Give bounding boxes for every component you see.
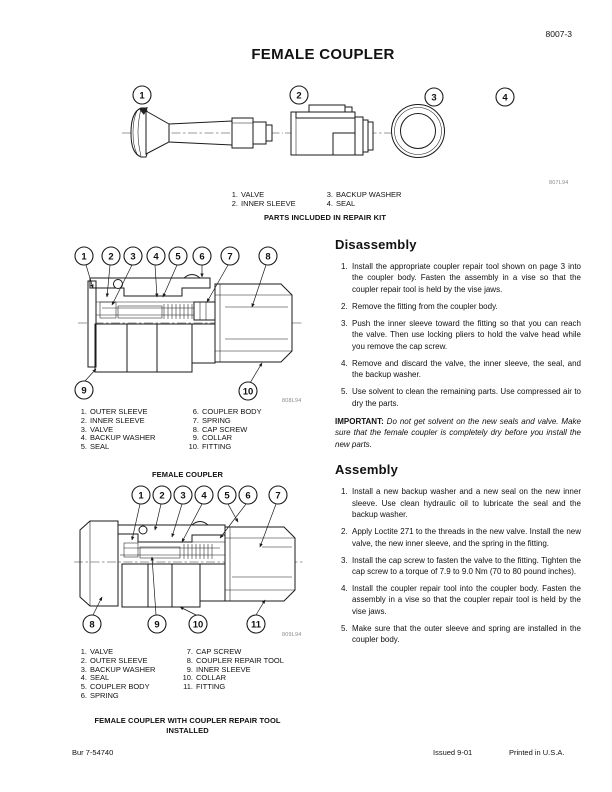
callout-11 <box>247 615 265 633</box>
fig1-caption-title: PARTS INCLUDED IN REPAIR KIT <box>263 213 387 222</box>
instructions-column <box>335 237 581 651</box>
coupler-tool-cutaway-drawing <box>74 521 304 607</box>
fig3-caption-col1: 1. VALVE 2. OUTER SLEEVE 3. BACKUP WASHER 4. SEAL 5. COUPLER BODY 6. SPRING <box>80 647 156 700</box>
page-number: 8007-3 <box>545 29 572 39</box>
disassembly-step-2: 2. Remove the fitting from the coupler body. <box>341 301 498 311</box>
callout-8 <box>259 247 277 265</box>
svg-text:3: 3 <box>130 251 136 263</box>
callout-5 <box>218 486 236 504</box>
important-note <box>335 416 581 450</box>
svg-text:1: 1 <box>139 90 145 102</box>
coupler-cutaway-drawing <box>78 275 302 373</box>
callout-4 <box>496 88 514 106</box>
svg-text:2: 2 <box>108 251 114 263</box>
disassembly-step-1: 1. Install the appropriate coupler repair tool shown on page 3 into the coupler body. Fasten the assembly in a vise so that the coupler repair tool is held by the vise jaws. <box>341 262 581 294</box>
svg-text:7: 7 <box>275 490 281 502</box>
svg-text:2: 2 <box>159 490 165 502</box>
important-label: IMPORTANT: <box>335 416 384 426</box>
callout-1 <box>133 86 151 104</box>
svg-text:5: 5 <box>224 490 230 502</box>
callout-4 <box>195 486 213 504</box>
fig2-caption-title: FEMALE COUPLER <box>152 470 223 479</box>
fig3-caption-col2: 7. CAP SCREW 8. COUPLER REPAIR TOOL 9. INNER SLEEVE 10. COLLAR 11. FITTING <box>182 647 284 692</box>
valve-drawing <box>122 107 283 157</box>
svg-text:8: 8 <box>265 251 271 263</box>
callout-8 <box>83 615 101 633</box>
callout-9 <box>75 381 93 399</box>
disassembly-step-3: 3. Push the inner sleeve toward the fitting so that you can reach the valve. Then use locking pliers to hold the valve head while you remove the cap screw. <box>341 318 581 351</box>
backup-washer-drawing <box>392 105 445 158</box>
figure-1-code: 807L94 <box>549 180 569 186</box>
fig1-caption-col2: 3. BACKUP WASHER 4. SEAL <box>326 190 402 208</box>
footer-printed-in: Printed in U.S.A. <box>509 748 565 757</box>
footer-document-number: Bur 7-54740 <box>72 748 114 757</box>
fig3-caption-title-line1: FEMALE COUPLER WITH COUPLER REPAIR TOOL <box>94 716 281 725</box>
svg-text:4: 4 <box>153 251 159 263</box>
disassembly-heading: Disassembly <box>335 237 417 252</box>
svg-text:2: 2 <box>296 90 302 102</box>
callout-10 <box>239 382 257 400</box>
disassembly-step-4: 4. Remove and discard the valve, the inner sleeve, the seal, and the backup washer. <box>341 358 581 380</box>
fig2-caption-col2: 6. COUPLER BODY 7. SPRING 8. CAP SCREW 9. COLLAR 10. FITTING <box>188 407 262 452</box>
important-text: Do not get solvent on the new seals and valve. Make sure that the female coupler is completely dry before you install the new parts. <box>335 416 581 449</box>
svg-text:7: 7 <box>227 251 233 263</box>
svg-text:1: 1 <box>81 251 87 263</box>
svg-text:10: 10 <box>192 619 204 631</box>
callout-4 <box>147 247 165 265</box>
callout-3 <box>124 247 142 265</box>
svg-text:3: 3 <box>431 92 437 104</box>
figure-repair-kit-parts <box>95 84 590 186</box>
svg-text:10: 10 <box>242 386 254 398</box>
callout-7 <box>269 486 287 504</box>
callout-1 <box>132 486 150 504</box>
callout-7 <box>221 247 239 265</box>
figure-female-coupler <box>60 245 310 403</box>
svg-text:6: 6 <box>245 490 251 502</box>
svg-text:4: 4 <box>201 490 207 502</box>
callout-6 <box>193 247 211 265</box>
svg-text:5: 5 <box>175 251 181 263</box>
assembly-step-2: 2. Apply Loctite 271 to the threads in the new valve. Install the new valve, the new inner sleeve, and the spring in the fitting. <box>341 527 581 548</box>
figure-3-code: 809L94 <box>282 632 302 638</box>
callout-5 <box>169 247 187 265</box>
svg-text:4: 4 <box>502 92 508 104</box>
page-title: FEMALE COUPLER <box>251 46 395 63</box>
svg-text:9: 9 <box>154 619 160 631</box>
assembly-step-4: 4. Install the coupler repair tool into the coupler body. Fasten the assembly in a vise so that the coupler repair tool is held by the vise jaws. <box>341 584 581 616</box>
footer-issued-date: Issued 9-01 <box>433 748 473 757</box>
assembly-step-5: 5. Make sure that the outer sleeve and spring are installed in the coupler body. <box>341 623 581 645</box>
svg-text:8: 8 <box>89 619 95 631</box>
spring-coils <box>164 304 192 319</box>
svg-text:1: 1 <box>138 490 144 502</box>
svg-text:9: 9 <box>81 385 87 397</box>
callout-6 <box>239 486 257 504</box>
figure-2-code: 808L94 <box>282 398 302 404</box>
fig1-caption-col1: 1. VALVE 2. INNER SLEEVE <box>231 190 296 208</box>
assembly-heading: Assembly <box>335 462 399 478</box>
disassembly-step-5: 5. Use solvent to clean the remaining parts. Use compressed air to dry the parts. <box>341 387 581 408</box>
callout-3 <box>425 88 443 106</box>
spring-coils <box>184 544 212 559</box>
svg-text:3: 3 <box>180 490 186 502</box>
fig2-caption-col1: 1. OUTER SLEEVE 2. INNER SLEEVE 3. VALVE 4. BACKUP WASHER 5. SEAL <box>80 407 156 452</box>
svg-text:11: 11 <box>250 619 262 631</box>
callout-9 <box>148 615 166 633</box>
assembly-step-3: 3. Install the cap screw to fasten the valve to the fitting. Tighten the cap screw to a torque of 7.9 to 9.0 Nm (70 to 80 pound inches). <box>341 555 581 577</box>
fig3-caption-title <box>60 716 315 736</box>
callout-2 <box>102 247 120 265</box>
fig3-caption-title-line2: INSTALLED <box>166 726 209 735</box>
callout-1 <box>75 247 93 265</box>
inner-sleeve-drawing <box>285 105 391 155</box>
callout-2 <box>290 86 308 104</box>
svg-text:6: 6 <box>199 251 205 263</box>
callout-2 <box>153 486 171 504</box>
callout-10 <box>189 615 207 633</box>
assembly-step-1: 1. Install a new backup washer and a new seal on the new inner sleeve. Use clean hydraulic oil to lubricate the seal and the backup washer. <box>341 487 581 520</box>
callout-3 <box>174 486 192 504</box>
figure-coupler-with-repair-tool <box>60 485 310 643</box>
